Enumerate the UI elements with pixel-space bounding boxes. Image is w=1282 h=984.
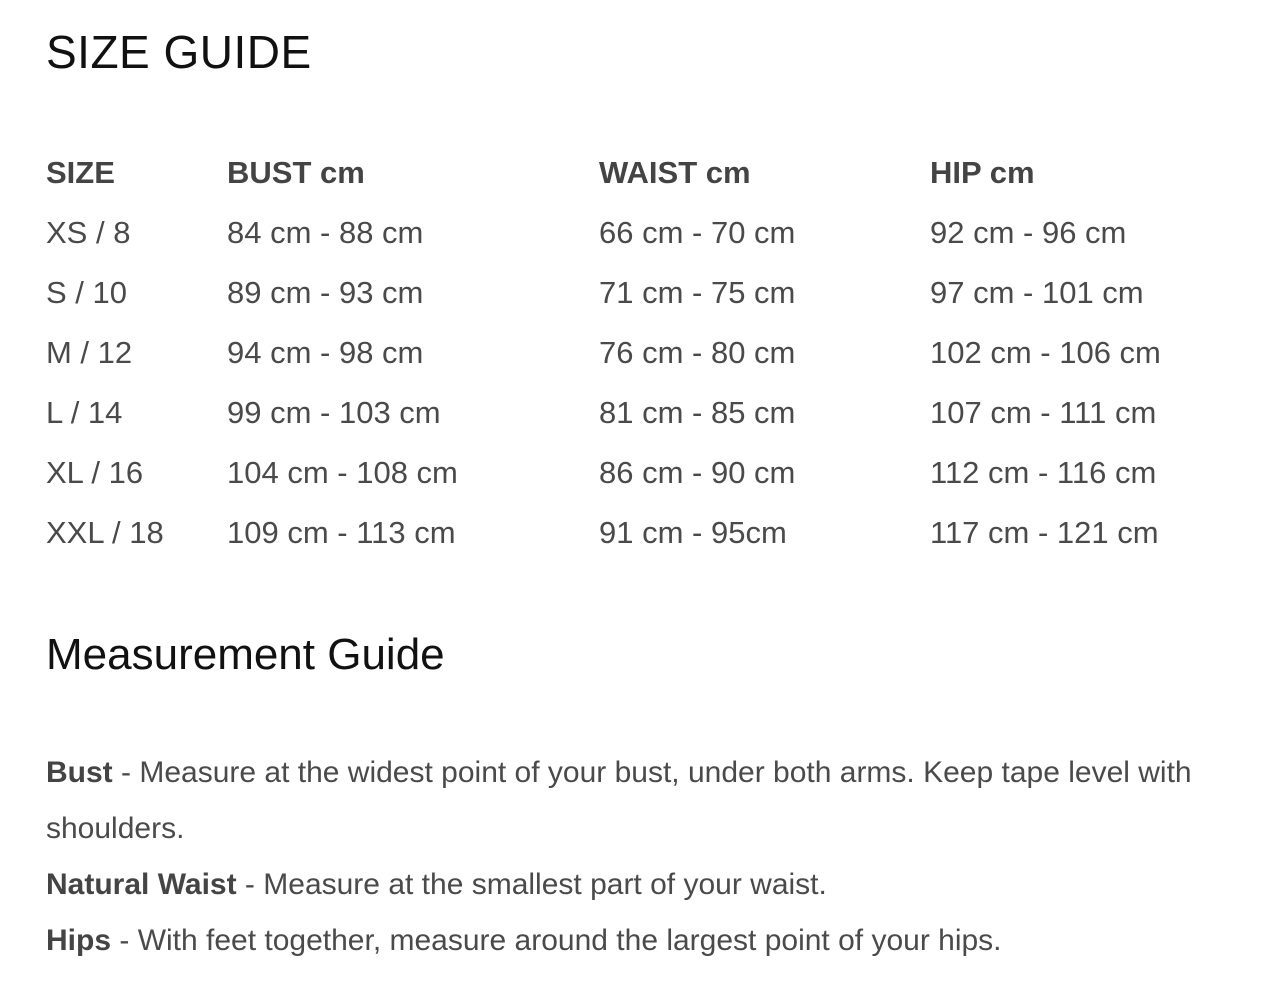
guide-item-hips (46, 913, 1246, 969)
measurement-guide-title: Measurement Guide (46, 630, 445, 679)
cell-size: M / 12 (46, 335, 133, 370)
cell-bust: 104 cm - 108 cm (227, 455, 458, 490)
table-row (46, 203, 1230, 263)
table-row (46, 323, 1230, 383)
guide-separator: - (112, 756, 140, 789)
guide-description: Measure at the smallest part of your waist. (263, 868, 827, 901)
header-hip: HIP cm (930, 155, 1035, 190)
cell-waist: 71 cm - 75 cm (599, 275, 796, 310)
cell-waist: 76 cm - 80 cm (599, 335, 796, 370)
cell-waist: 81 cm - 85 cm (599, 395, 796, 430)
cell-hip: 102 cm - 106 cm (930, 335, 1161, 370)
cell-size: XL / 16 (46, 455, 144, 490)
cell-bust: 94 cm - 98 cm (227, 335, 424, 370)
table-row (46, 263, 1230, 323)
cell-size: XXL / 18 (46, 515, 164, 550)
header-size: SIZE (46, 155, 115, 190)
cell-bust: 89 cm - 93 cm (227, 275, 424, 310)
cell-hip: 112 cm - 116 cm (930, 455, 1157, 490)
header-waist: WAIST cm (599, 155, 751, 190)
cell-hip: 107 cm - 111 cm (930, 395, 1157, 430)
cell-bust: 99 cm - 103 cm (227, 395, 441, 430)
guide-term: Bust (46, 756, 113, 789)
guide-description: With feet together, measure around the largest point of your hips. (137, 924, 1002, 957)
cell-hip: 92 cm - 96 cm (930, 215, 1127, 250)
measurement-guide (46, 745, 1246, 969)
guide-term: Hips (46, 924, 112, 957)
page-title: SIZE GUIDE (46, 26, 312, 78)
guide-item-waist (46, 857, 1246, 913)
cell-size: S / 10 (46, 275, 127, 310)
table-row (46, 503, 1230, 563)
guide-separator: - (236, 868, 264, 901)
cell-hip: 97 cm - 101 cm (930, 275, 1144, 310)
guide-term: Natural Waist (46, 868, 237, 901)
cell-bust: 84 cm - 88 cm (227, 215, 424, 250)
cell-waist: 66 cm - 70 cm (599, 215, 796, 250)
guide-description: Measure at the widest point of your bust, under both arms. Keep tape level with shoulders. (46, 756, 1192, 845)
cell-hip: 117 cm - 121 cm (930, 515, 1159, 550)
table-row (46, 443, 1230, 503)
table-header-row (46, 143, 1230, 203)
table-row (46, 383, 1230, 443)
cell-size: L / 14 (46, 395, 123, 430)
size-table (46, 143, 1230, 563)
cell-bust: 109 cm - 113 cm (227, 515, 456, 550)
guide-item-bust (46, 745, 1246, 857)
cell-waist: 91 cm - 95cm (599, 515, 787, 550)
guide-separator: - (111, 924, 138, 957)
header-bust: BUST cm (227, 155, 365, 190)
cell-waist: 86 cm - 90 cm (599, 455, 796, 490)
cell-size: XS / 8 (46, 215, 131, 250)
